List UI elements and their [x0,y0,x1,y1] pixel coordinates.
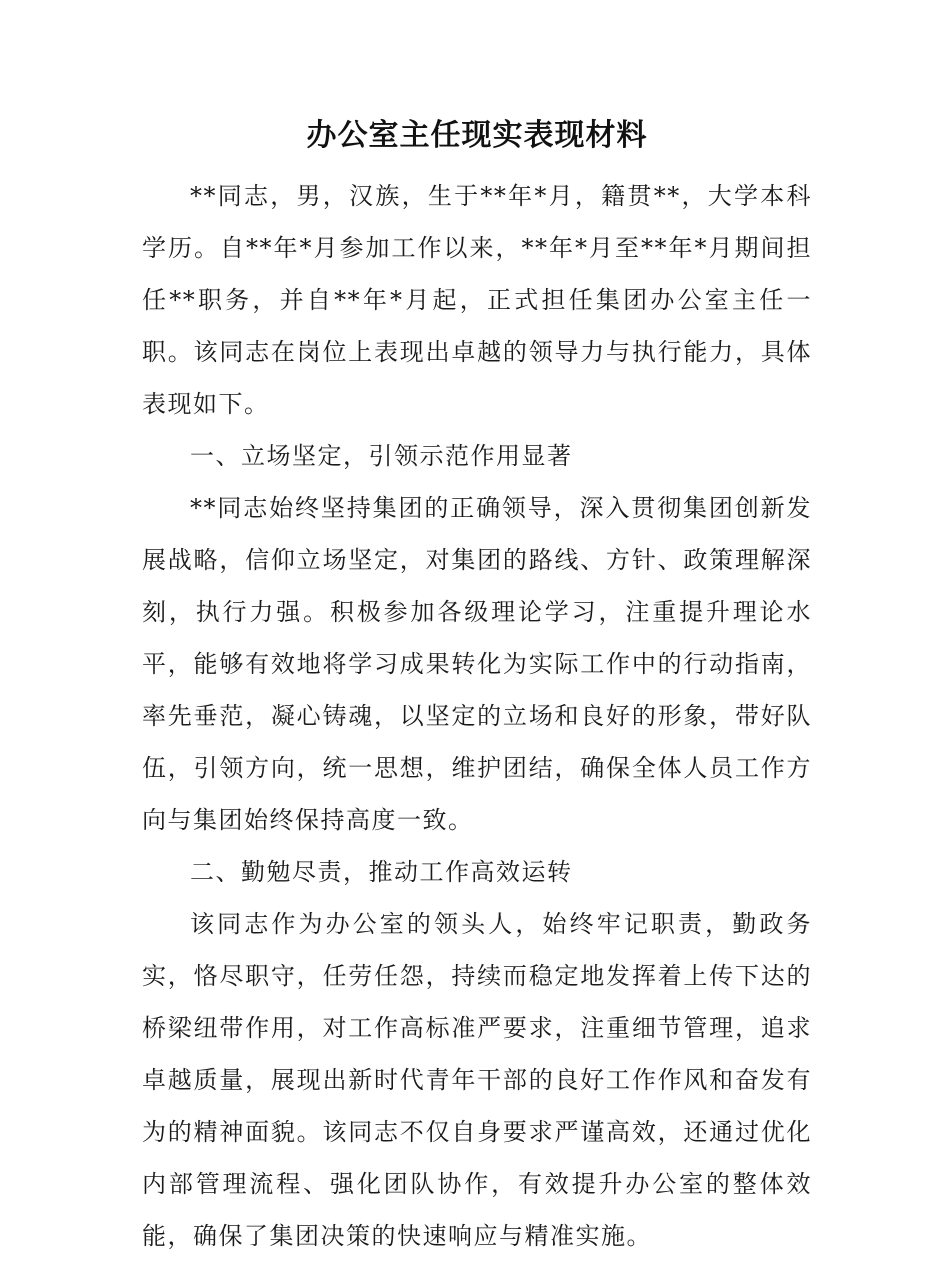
section-body-2: 该同志作为办公室的领头人，始终牢记职责，勤政务实，恪尽职守，任劳任怨，持续而稳定地发挥着上传下达的桥梁纽带作用，对工作高标准严要求，注重细节管理，追求卓越质量，展现出新时代青年干部的良好工作作风和奋发有为的精神面貌。该同志不仅自身要求严谨高效，还通过优化内部管理流程、强化团队协作，有效提升办公室的整体效能，确保了集团决策的快速响应与精准实施。 [142,910,812,1250]
section-heading-2: 二、勤勉尽责，推动工作高效运转 [190,858,573,886]
section-body-1: **同志始终坚持集团的正确领导，深入贯彻集团创新发展战略，信仰立场坚定，对集团的路线、方针、政策理解深刻，执行力强。积极参加各级理论学习，注重提升理论水平，能够有效地将学习成果转化为实际工作中的行动指南，率先垂范，凝心铸魂，以坚定的立场和良好的形象，带好队伍，引领方向，统一思想，维护团结，确保全体人员工作方向与集团始终保持高度一致。 [142,494,812,834]
section-heading-1: 一、立场坚定，引领示范作用显著 [190,442,573,470]
intro-paragraph: **同志，男，汉族，生于**年*月，籍贯**，大学本科学历。自**年*月参加工作以来，**年*月至**年*月期间担任**职务，并自**年*月起，正式担任集团办公室主任一职。该同志在岗位上表现出卓越的领导力与执行能力，具体表现如下。 [142,182,812,418]
document-title: 办公室主任现实表现材料 [306,118,648,153]
document-body [142,112,812,1262]
